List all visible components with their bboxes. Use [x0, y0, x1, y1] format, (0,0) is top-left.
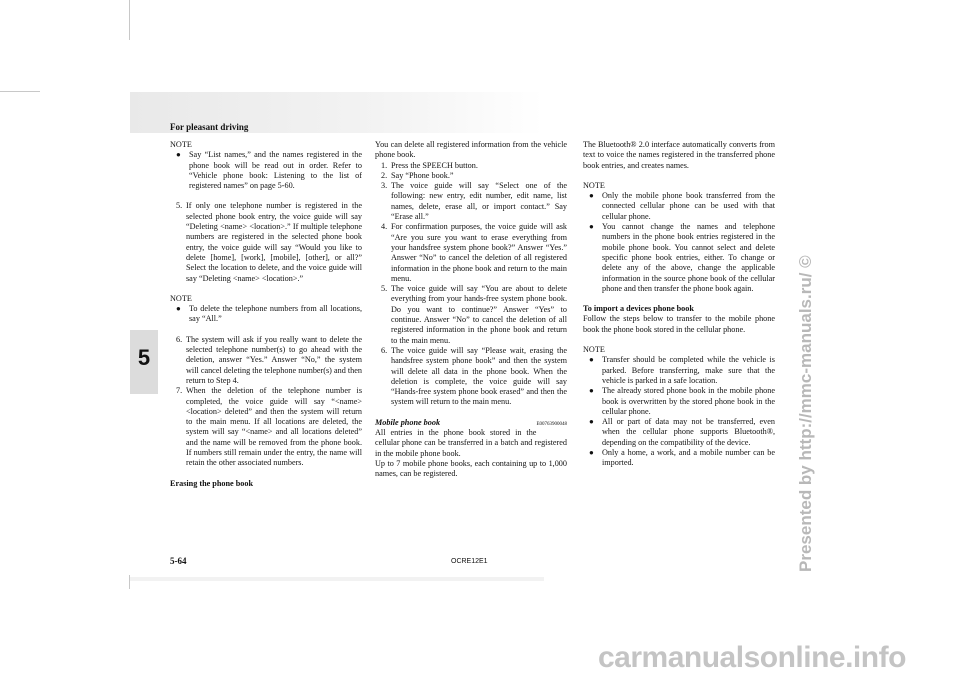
paragraph: All entries in the phone book stored in the cellular phone can be transferred in a batch and registered in the mobile phone book.: [375, 428, 567, 458]
crop-mark: [0, 91, 40, 92]
document-code: OCRE12E1: [451, 558, 488, 565]
paragraph: The Bluetooth® 2.0 interface automatically converts from text to voice the names registered in the transferred phone book entries, and creates names.: [583, 140, 775, 170]
step-item: 4. For confirmation purposes, the voice guide will ask “Are you sure you want to erase everything from your handsfree system phone book?” Answer “Yes.” Answer “No” to cancel the deletion of all registered information in the phone book and return to the main menu.: [381, 222, 567, 283]
bullet-icon: ●: [589, 448, 594, 458]
bullet-icon: ●: [589, 222, 594, 232]
column-left: [170, 140, 362, 489]
note-heading: NOTE: [170, 140, 192, 149]
step-item: 5. The voice guide will say “You are about to delete everything from your hands-free system phone book. Do you want to continue?” Answer “Yes” to continue. Answer “No” to cancel the deletion of all registered information in the phone book and return to the main menu.: [381, 284, 567, 345]
mobile-heading-row: [375, 418, 567, 428]
step-item: 7. When the deletion of the telephone number is completed, the voice guide will say “<name> <location> deleted” and then the system will return to the main menu. If all locations are deleted, the system will say “<name> and all locations deleted” and the name will be removed from the phone book. If numbers still remain under the entry, the name will retain the other associated numbers.: [176, 386, 362, 468]
note-bullet: ● The already stored phone book in the mobile phone book is overwritten by the stored phone book in the cellular phone.: [589, 386, 775, 416]
bottom-watermark: carmanualsonline.info: [598, 641, 906, 674]
note-bullet: ● Say “List names,” and the names registered in the phone book will be read out in order. Refer to “Vehicle phone book: Listening to the list of registered names” on page 5-60.: [176, 150, 362, 191]
page-number: 5-64: [170, 556, 187, 566]
step-item: 6. The system will ask if you really want to delete the selected telephone number(s) to go ahead with the deletion, answer “Yes.” Answer “No,” the system will cancel deleting the telephone number(s) and then return to Step 4.: [176, 334, 362, 385]
bullet-icon: ●: [589, 191, 594, 201]
section-heading: Erasing the phone book: [170, 478, 254, 488]
paragraph: Up to 7 mobile phone books, each containing up to 1,000 names, can be registered.: [375, 458, 567, 479]
step-item: 6. The voice guide will say “Please wait, erasing the handsfree system phone book” and then the system will delete all data in the phone book. When the deletion is complete, the voice guide will say “Hands-free system phone book erased” and then the system will return to the main menu.: [381, 345, 567, 407]
bullet-icon: ●: [589, 355, 594, 365]
paragraph: You can delete all registered information from the vehicle phone book.: [375, 140, 567, 160]
note-bullet: ● You cannot change the names and telephone numbers in the phone book entries registered in the mobile phone book. You cannot select and delete specific phone book entries, either. To change or delete any of the above, change the applicable information in the source phone book of the cellular phone and then transfer the phone book again.: [589, 222, 775, 293]
section-title: For pleasant driving: [170, 122, 249, 132]
step-item: 5. If only one telephone number is registered in the selected phone book entry, the voice guide will say “Deleting <name> <location>.” If multiple telephone numbers are registered in the selected phone book entry, the voice guide will say “Would you like to delete [home], [work], [mobile], [other], or all?” Select the location to delete, and the voice guide will say “Deleting <name> <location>.”: [176, 201, 362, 283]
column-middle: [375, 140, 567, 480]
note-bullet: ● All or part of data may not be transferred, even when the cellular phone supports Bluetooth®, depending on the compatibility of the device.: [589, 417, 775, 447]
footer-band: [130, 577, 544, 581]
reference-code: E00763900048: [536, 421, 567, 427]
step-item: 2. Say “Phone book.”: [381, 170, 454, 180]
bullet-icon: ●: [176, 150, 181, 160]
crop-mark: [129, 575, 130, 589]
step-item: 1. Press the SPEECH button.: [381, 160, 478, 170]
side-watermark: Presented by http://mmc-manuals.ru/ ©: [796, 255, 815, 572]
step-item: 3. The voice guide will say “Select one of the following: new entry, edit number, edit name, list names, delete, erase all, or import contact.” Say “Erase all.”: [381, 181, 567, 222]
note-heading: NOTE: [583, 345, 605, 355]
section-heading: To import a devices phone book: [583, 304, 694, 314]
section-heading: Mobile phone book: [375, 417, 441, 427]
note-bullet: ● Only the mobile phone book transferred from the connected cellular phone can be used with that cellular phone.: [589, 191, 775, 221]
paragraph: Follow the steps below to transfer to the mobile phone book the phone book stored in the cellular phone.: [583, 314, 775, 334]
note-bullet: ● Transfer should be completed while the vehicle is parked. Before transferring, make sure that the vehicle is parked in a safe location.: [589, 355, 775, 385]
crop-mark: [129, 0, 130, 40]
note-bullet: ● Only a home, a work, and a mobile number can be imported.: [589, 448, 775, 468]
note-bullet: ● To delete the telephone numbers from all locations, say “All.”: [176, 304, 362, 324]
chapter-tab-number: 5: [137, 345, 151, 370]
bullet-icon: ●: [589, 417, 594, 427]
column-right: [583, 140, 775, 469]
bullet-icon: ●: [176, 304, 181, 314]
note-heading: NOTE: [583, 180, 605, 190]
note-heading: NOTE: [170, 293, 192, 303]
bullet-icon: ●: [589, 386, 594, 396]
